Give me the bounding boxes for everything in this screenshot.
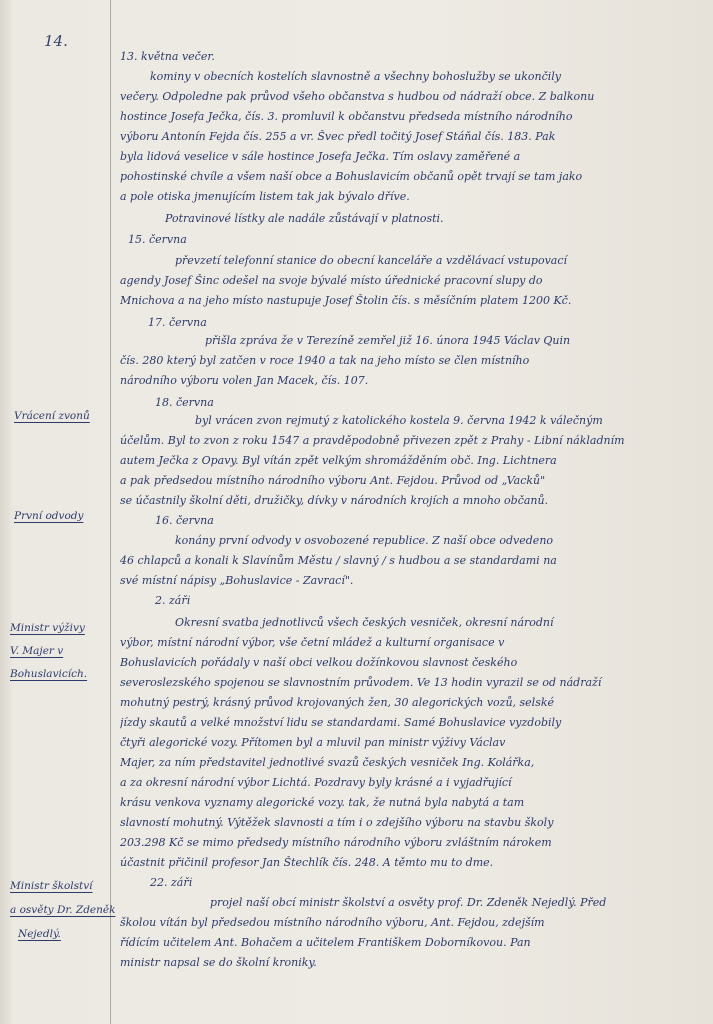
entry-date: 22. září [150,876,193,889]
text-line: národního výboru volen Jan Macek, čís. 107. [120,374,369,387]
text-line: školou vítán byl předsedou místního národního výboru, Ant. Fejdou, zdejším [120,916,545,929]
text-line: 46 chlapců a konali k Slavínům Městu / slavný / s hudbou a se standardami na [120,554,557,567]
text-line: přišla zpráva že v Terezíně zemřel již 16. února 1945 Václav Quin [205,334,571,347]
margin-note: a osvěty Dr. Zdeněk [10,904,116,916]
text-line: pohostinské chvíle a všem naší obce a Bohuslavicím občanů opět trvají se tam jako [120,170,583,183]
text-line: Potravinové lístky ale nadále zůstávají v platnosti. [165,212,444,225]
text-line: konány první odvody v osvobozené republice. Z naší obce odvedeno [175,534,554,547]
margin-note: Nejedlý. [18,928,61,940]
margin-note: Ministr školství [10,880,93,892]
margin-note: Vrácení zvonů [14,410,90,422]
text-line: byl vrácen zvon rejmutý z katolického kostela 9. června 1942 k válečným [195,414,603,427]
text-line: jízdy skautů a velké množství lidu se standardami. Samé Bohuslavice vyzdobily [120,716,562,729]
margin-note: V. Majer v [10,645,64,657]
margin-note: Bohuslavicích. [10,668,88,680]
text-line: výboru Antonín Fejda čís. 255 a vr. Švec předl točitý Josef Stáňal čís. 183. Pak [120,130,556,143]
text-line: své místní nápisy „Bohuslavice - Zavrací". [120,574,354,587]
text-line: se účastnily školní děti, družičky, dívky v národních krojích a mnoho občanů. [120,494,549,507]
text-line: čtyři alegorické vozy. Přítomen byl a mluvil pan ministr výživy Václav [120,736,506,749]
entry-date: 16. června [155,514,214,527]
text-line: výbor, místní národní výbor, vše četní mládež a kulturní organisace v [120,636,505,649]
text-line: krásu venkova vyznamy alegorické vozy. tak, že nutná byla nabytá a tam [120,796,525,809]
text-line: Bohuslavicích pořádaly v naší obci velkou dožínkovou slavnost českého [120,656,518,669]
text-line: a pole otiska jmenujícím listem tak jak bývalo dříve. [120,190,410,203]
text-line: ministr napsal se do školní kroniky. [120,956,317,969]
text-line: účastnit přičinil profesor Jan Štechlík čís. 248. A těmto mu to dme. [120,856,494,869]
margin-note: Ministr výživy [10,622,85,634]
entry-date: 18. června [155,396,214,409]
text-line: agendy Josef Šinc odešel na svoje bývalé místo úřednické pracovní slupy do [120,274,543,287]
entry-date: 2. září [155,594,191,607]
text-line: řídícím učitelem Ant. Bohačem a učitelem Františkem Doborníkovou. Pan [120,936,531,949]
text-line: byla lidová veselice v sále hostince Josefa Ječka. Tím oslavy zaměřené a [120,150,521,163]
text-line: autem Ječka z Opavy. Byl vítán zpět velkým shromážděním obč. Ing. Lichtnera [120,454,557,467]
text-line: Okresní svatba jednotlivců všech českých vesniček, okresní národní [175,616,554,629]
text-line: večery. Odpoledne pak průvod všeho občanstva s hudbou od nádraží obce. Z balkonu [120,90,595,103]
margin-rule [110,0,111,1024]
entry-heading: 13. května večer. [120,50,215,63]
text-line: účelům. Byl to zvon z roku 1547 a pravděpodobně přivezen zpět z Prahy - Libní nákladním [120,434,625,447]
text-line: severoslezského spojenou se slavnostním průvodem. Ve 13 hodin vyrazil se od nádraží [120,676,602,689]
text-line: hostince Josefa Ječka, čís. 3. promluvil k občanstvu předseda místního národního [120,110,573,123]
text-line: čís. 280 který byl zatčen v roce 1940 a tak na jeho místo se člen místního [120,354,530,367]
entry-date: 17. června [148,316,207,329]
text-line: mohutný pestrý, krásný průvod krojovaných žen, 30 alegorických vozů, selské [120,696,555,709]
margin-note: První odvody [14,510,84,522]
text-line: projel naší obcí ministr školství a osvěty prof. Dr. Zdeněk Nejedlý. Před [210,896,607,909]
page-number: 14. [44,32,68,50]
text-line: a pak předsedou místního národního výboru Ant. Fejdou. Průvod od „Vacků" [120,474,546,487]
text-line: kominy v obecních kostelích slavnostně a všechny bohoslužby se ukončily [150,70,562,83]
text-line: převzetí telefonní stanice do obecní kanceláře a vzdělávací vstupovací [175,254,568,267]
text-line: slavností mohutný. Výtěžek slavnosti a tím i o zdejšího výboru na stavbu školy [120,816,554,829]
text-line: 203.298 Kč se mimo předsedy místního národního výboru zvláštním nárokem [120,836,552,849]
entry-date: 15. června [128,233,187,246]
text-line: Mnichova a na jeho místo nastupuje Josef Štolin čís. s měsíčním platem 1200 Kč. [120,294,572,307]
text-line: a za okresní národní výbor Lichtá. Pozdravy byly krásné a i vyjadřující [120,776,512,789]
text-line: Majer, za ním představitel jednotlivé svazů českých vesniček Ing. Kolářka, [120,756,535,769]
